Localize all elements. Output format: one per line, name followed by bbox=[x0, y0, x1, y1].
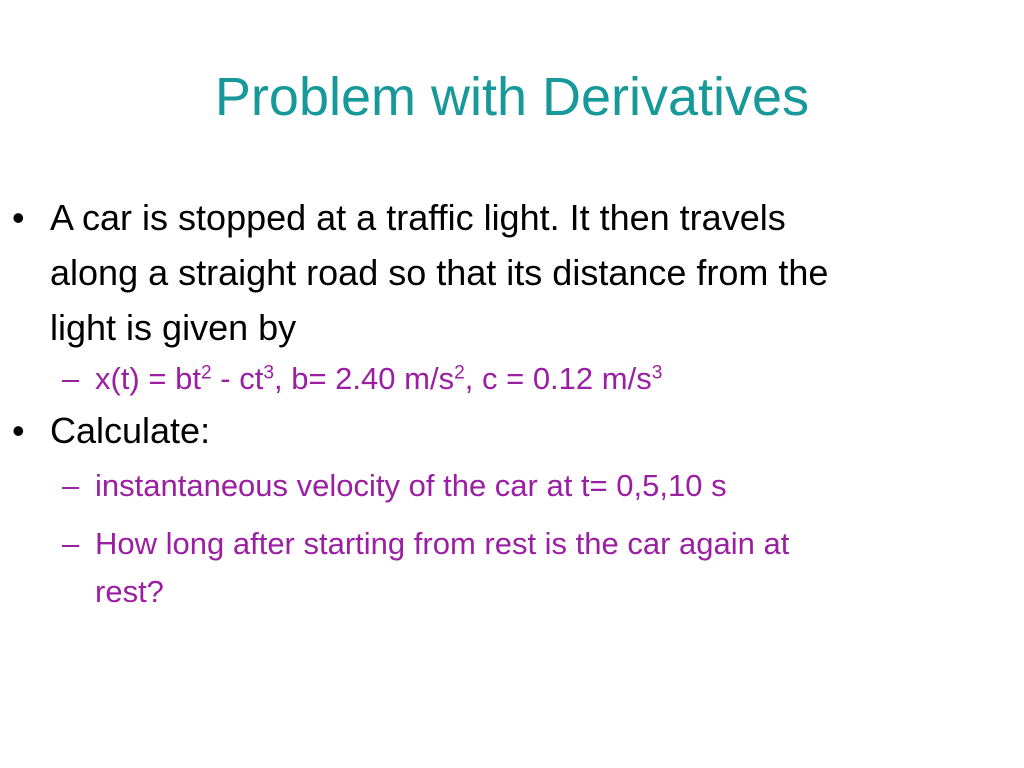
sub-item-velocity bbox=[0, 462, 855, 510]
equation-exponent: 3 bbox=[263, 362, 274, 384]
equation-text bbox=[95, 361, 662, 396]
bullet-marker: • bbox=[12, 197, 25, 238]
bullet-item-problem bbox=[0, 190, 870, 355]
equation-segment: , b= 2.40 m/s bbox=[274, 361, 455, 396]
slide-body bbox=[0, 190, 1024, 616]
bullet-text: A car is stopped at a traffic light. It then travels along a straight road so that its distance from the light is given by bbox=[50, 197, 829, 348]
bullet-text: Calculate: bbox=[50, 410, 211, 451]
sub-text: instantaneous velocity of the car at t= 0,5,10 s bbox=[95, 468, 727, 503]
sub-text: How long after starting from rest is the car again at rest? bbox=[95, 526, 790, 609]
equation-segment: , c = 0.12 m/s bbox=[464, 361, 652, 396]
bullet-item-calculate bbox=[0, 403, 870, 458]
sub-item-equation bbox=[0, 355, 855, 403]
equation-exponent: 2 bbox=[454, 362, 465, 384]
sub-marker: – bbox=[62, 361, 80, 396]
equation-segment: - ct bbox=[211, 361, 264, 396]
sub-marker: – bbox=[62, 468, 80, 503]
sub-item-rest-time bbox=[0, 520, 855, 616]
slide-title: Problem with Derivatives bbox=[214, 67, 810, 127]
sub-marker: – bbox=[62, 526, 80, 561]
equation-exponent: 3 bbox=[651, 362, 663, 384]
equation-segment: x(t) = bt bbox=[95, 361, 201, 396]
equation-exponent: 2 bbox=[200, 362, 212, 384]
bullet-marker: • bbox=[12, 410, 25, 451]
